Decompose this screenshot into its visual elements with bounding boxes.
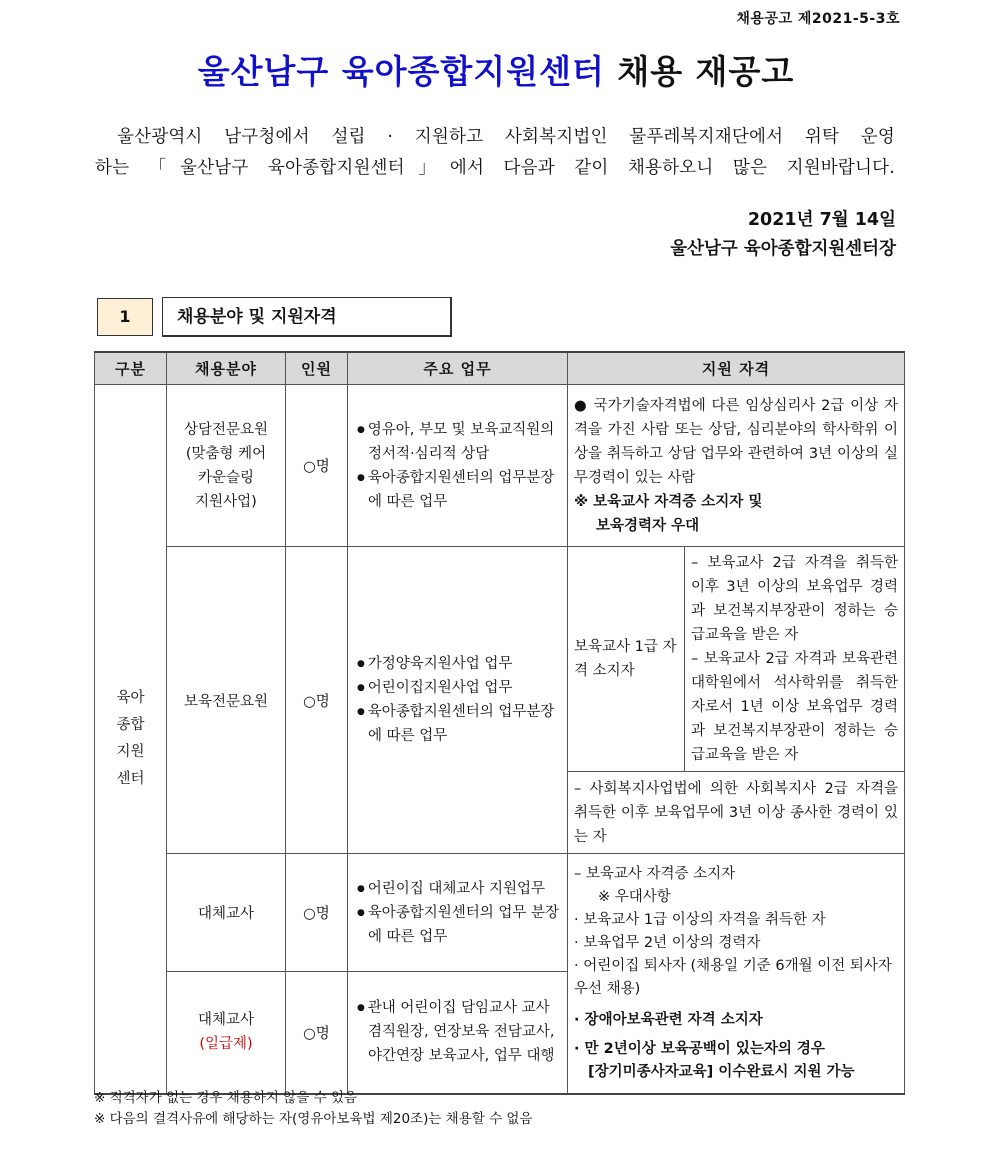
division-text: 종합: [116, 716, 145, 733]
preference-line: ※ 보육교사 자격증 소지자 및: [574, 493, 763, 510]
issue-date-block: [670, 206, 896, 264]
qualification-cell: [568, 385, 905, 547]
document-number: 채용공고 제2021-5-3호: [736, 11, 900, 27]
count-cell: ○명: [286, 854, 348, 972]
qualification-label-cell: 보육교사 1급 자격 소지자: [568, 547, 685, 772]
duty-item: ● 어린이집 대체교사 지원업무: [354, 877, 561, 901]
header-duties: 주요 업무: [348, 352, 568, 385]
qualification-detail-cell: [685, 547, 905, 772]
field-name: 대체교사: [197, 1012, 255, 1029]
field-cell: 대체교사: [167, 854, 286, 972]
duties-cell: [348, 385, 568, 547]
qual-line: · 보육업무 2년 이상의 경력자: [574, 934, 761, 951]
field-name-daily-wage: (일급제): [199, 1036, 253, 1053]
qualification-detail: – 보육교사 2급 자격을 취득한 이후 3년 이상의 보육업무 경력과 보건복지부장관이 정하는 승급교육을 받은 자: [691, 555, 898, 643]
count-cell: ○명: [286, 547, 348, 854]
footnote: ※ 적격자가 없는 경우 채용하지 않을 수 있음: [94, 1090, 358, 1106]
qualification-preference: [574, 490, 898, 538]
duty-item: ● 영유아, 부모 및 보육교직원의 정서적·심리적 상담: [354, 418, 561, 466]
duties-cell: [348, 972, 568, 1094]
header-division: 구분: [95, 352, 167, 385]
qualification-text: ● 국가기술자격법에 다른 임상심리사 2급 이상 자격을 가진 사람 또는 상담, 심리분야의 학사학위 이상을 취득하고 상담 업무와 관련하여 3년 이상의 실무경력이 있는 사람: [574, 397, 898, 486]
qual-line-bold: [장기미종사자교육] 이수완료시 지원 가능: [588, 1063, 855, 1080]
intro-paragraph: [95, 122, 895, 184]
duty-item: ● 육아종합지원센터의 업무분장에 따른 업무: [354, 700, 561, 748]
division-text: 지원: [116, 743, 145, 760]
duties-cell: [348, 854, 568, 972]
header-count: 인원: [286, 352, 348, 385]
duty-item: ● 가정양육지원사업 업무: [354, 652, 561, 676]
qualification-extra-cell: [568, 772, 905, 854]
qual-line-bold: · 장애아보육관련 자격 소지자: [574, 1011, 763, 1028]
intro-line-2: 하는 「울산남구 육아종합지원센터」에서 다음과 같이 채용하오니 많은 지원바랍니다.: [95, 158, 895, 178]
qual-line: – 보육교사 자격증 소지자: [574, 865, 736, 882]
header-field: 채용분야: [167, 352, 286, 385]
count-cell: ○명: [286, 385, 348, 547]
field-cell: 보육전문요원: [167, 547, 286, 854]
header-qualification: 지원 자격: [568, 352, 905, 385]
issuer: 울산남구 육아종합지원센터장: [670, 239, 896, 259]
qual-line-bold: · 만 2년이상 보육공백이 있는자의 경우: [574, 1040, 825, 1057]
field-cell: [167, 972, 286, 1094]
footnotes: [94, 1088, 533, 1130]
section-title: 채용분야 및 지원자격: [162, 297, 452, 337]
table-row: [95, 385, 905, 547]
qualification-extra: – 사회복지사업법에 의한 사회복지사 2급 자격을 취득한 이후 보육업무에 3년 이상 종사한 경력이 있는 자: [574, 780, 898, 845]
substitute-qualification-cell: [568, 854, 905, 1094]
preference-line: 보육경력자 우대: [596, 517, 700, 534]
duties-cell: [348, 547, 568, 854]
intro-line-1: 울산광역시 남구청에서 설립 · 지원하고 사회복지법인 물푸레복지재단에서 위탁 운영: [117, 127, 895, 147]
duty-item: ● 관내 어린이집 담임교사 교사겸직원장, 연장보육 전담교사, 야간연장 보육교사, 업무 대행: [354, 996, 561, 1068]
qual-line: ※ 우대사항: [598, 888, 671, 905]
field-name-sub: 카운슬링: [197, 469, 255, 486]
table-header-row: [95, 352, 905, 385]
division-text: 센터: [116, 770, 145, 787]
field-cell: [167, 385, 286, 547]
substitute-qualification-list: [574, 863, 898, 1084]
duty-item: ● 육아종합지원센터의 업무 분장에 따른 업무: [354, 901, 561, 949]
title-suffix: 채용 재공고: [604, 52, 795, 91]
count-cell: ○명: [286, 972, 348, 1094]
field-name-sub: 지원사업): [195, 493, 257, 510]
footnote: ※ 다음의 결격사유에 해당하는 자(영유아보육법 제20조)는 채용할 수 없음: [94, 1111, 533, 1127]
title-center-name: 울산남구 육아종합지원센터: [197, 52, 605, 91]
section-number: 1: [97, 298, 153, 336]
division-text: 육아: [116, 689, 145, 706]
page-title: [0, 46, 992, 93]
division-cell: [95, 385, 167, 1094]
duty-item: ● 어린이집지원사업 업무: [354, 676, 561, 700]
table-row: [95, 854, 905, 972]
field-name: 상담전문요원: [183, 421, 269, 438]
issue-date: 2021년 7월 14일: [747, 210, 896, 230]
recruitment-table: [94, 351, 905, 1095]
field-name-sub: (맞춤형 케어: [185, 445, 267, 462]
duty-item: ● 육아종합지원센터의 업무분장에 따른 업무: [354, 466, 561, 514]
qual-line: · 보육교사 1급 이상의 자격을 취득한 자: [574, 911, 826, 928]
qualification-detail: – 보육교사 2급 자격과 보육관련 대학원에서 석사학위를 취득한 자로서 1년 이상 보육업무 경력과 보건복지부장관이 정하는 승급교육을 받은 자: [691, 651, 898, 763]
qual-line: · 어린이집 퇴사자 (채용일 기준 6개월 이전 퇴사자 우선 채용): [574, 957, 892, 997]
table-row: [95, 547, 905, 772]
